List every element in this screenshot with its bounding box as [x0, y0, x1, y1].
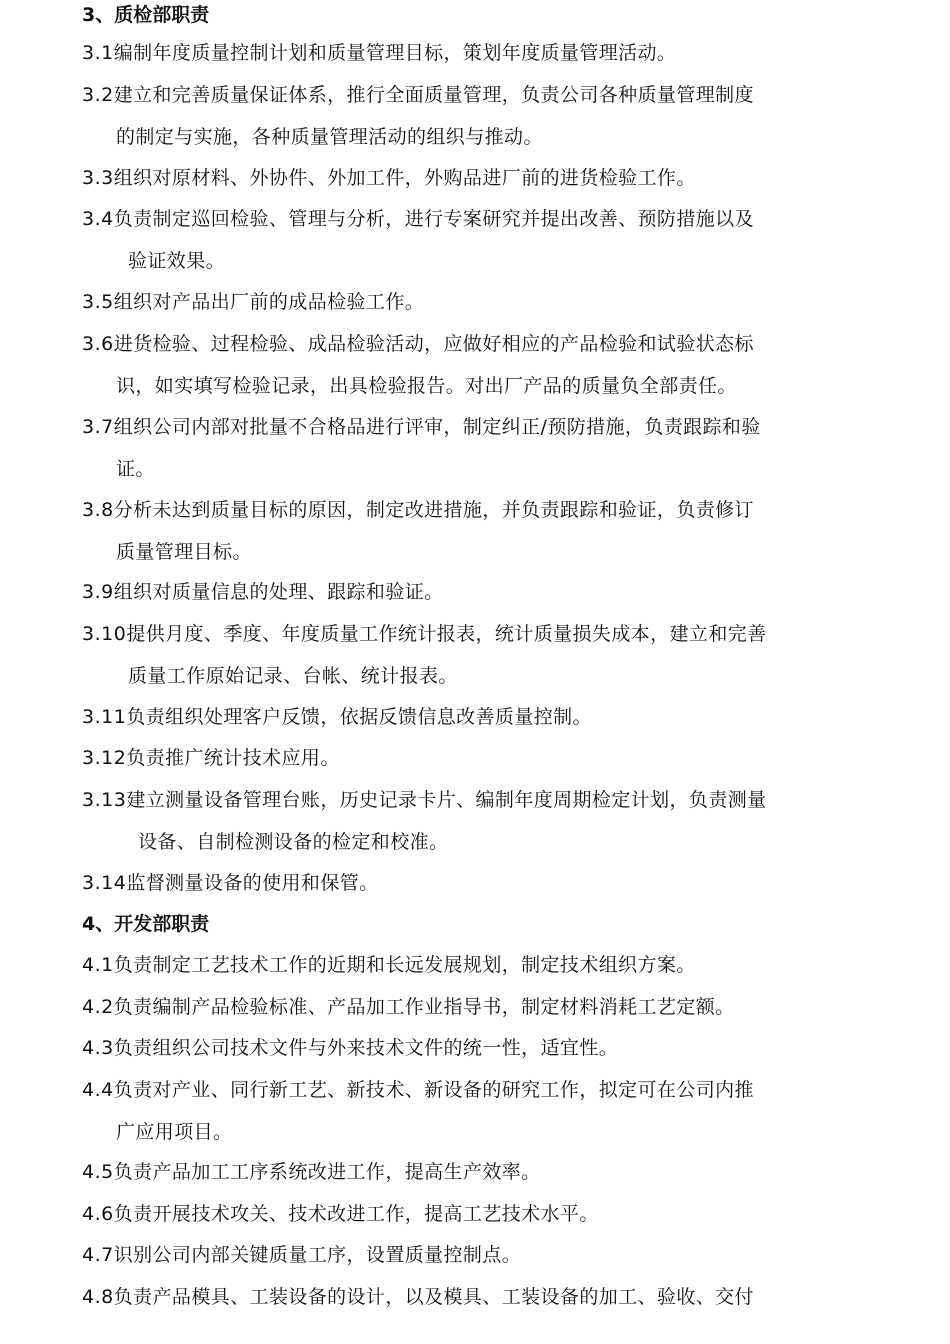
- list-item-3-10: [82, 614, 882, 697]
- item-number: 3.8: [82, 499, 114, 521]
- item-number: 3.7: [82, 416, 114, 438]
- item-text-continuation: 的制定与实施，各种质量管理活动的组织与推动。: [116, 125, 543, 148]
- list-item-3-5: [82, 282, 882, 324]
- item-text: 提供月度、季度、年度质量工作统计报表，统计质量损失成本，建立和完善: [126, 623, 767, 645]
- item-text: 组织对产品出厂前的成品检验工作。: [113, 291, 425, 313]
- list-item-3-7: [82, 407, 882, 490]
- item-text: 负责产品加工工序系统改进工作，提高生产效率。: [113, 1161, 541, 1183]
- list-item-3-8: [82, 490, 882, 573]
- item-number: 3.9: [82, 581, 114, 603]
- item-text: 负责对产业、同行新工艺、新技术、新设备的研究工作，拟定可在公司内推: [113, 1079, 754, 1101]
- list-item-4-5: [82, 1152, 882, 1194]
- item-text: 建立测量设备管理台账，历史记录卡片、编制年度周期检定计划，负责测量: [126, 789, 767, 811]
- item-number: 4.3: [82, 1037, 114, 1059]
- item-text: 建立和完善质量保证体系，推行全面质量管理，负责公司各种质量管理制度: [113, 84, 754, 106]
- item-number: 3.2: [82, 84, 114, 106]
- item-number: 3.4: [82, 208, 114, 230]
- item-number: 4.1: [82, 954, 114, 976]
- list-item-3-4: [82, 199, 882, 282]
- section-4-heading: 4、开发部职责: [82, 913, 210, 935]
- item-text-continuation: 验证效果。: [128, 249, 226, 272]
- item-number: 4.7: [82, 1244, 114, 1266]
- list-item-4-4: [82, 1070, 882, 1153]
- list-item-3-13: [82, 780, 882, 863]
- item-text-continuation: 广应用项目。: [116, 1120, 233, 1143]
- item-text: 负责编制产品检验标准、产品加工作业指导书，制定材料消耗工艺定额。: [113, 996, 735, 1018]
- item-text-continuation: 设备、自制检测设备的检定和校准。: [138, 830, 449, 853]
- list-item-3-11: [82, 697, 882, 739]
- item-text-continuation: 质量工作原始记录、台帐、统计报表。: [128, 664, 458, 687]
- item-number: 3.12: [82, 747, 127, 769]
- item-number: 4.4: [82, 1079, 114, 1101]
- list-item-4-1: [82, 945, 882, 987]
- item-text: 负责制定工艺技术工作的近期和长远发展规划，制定技术组织方案。: [113, 954, 696, 976]
- item-text: 组织对原材料、外协件、外加工件，外购品进厂前的进货检验工作。: [113, 167, 696, 189]
- item-number: 4.6: [82, 1203, 114, 1225]
- item-text: 负责组织处理客户反馈，依据反馈信息改善质量控制。: [126, 706, 592, 728]
- item-text: 分析未达到质量目标的原因，制定改进措施，并负责跟踪和验证，负责修订: [113, 499, 754, 521]
- list-item-4-6: [82, 1194, 882, 1236]
- list-item-3-3: [82, 158, 882, 200]
- item-text: 监督测量设备的使用和保管。: [126, 872, 379, 894]
- item-text: 识别公司内部关键质量工序，设置质量控制点。: [113, 1244, 522, 1266]
- list-item-3-14: [82, 863, 882, 905]
- list-item-4-8: [82, 1277, 882, 1319]
- list-item-4-2: [82, 987, 882, 1029]
- item-text: 组织对质量信息的处理、跟踪和验证。: [113, 581, 444, 603]
- item-text: 负责推广统计技术应用。: [126, 747, 340, 769]
- item-number: 3.1: [82, 42, 114, 64]
- item-text: 组织公司内部对批量不合格品进行评审，制定纠正/预防措施，负责跟踪和验: [113, 416, 761, 438]
- list-item-4-3: [82, 1028, 882, 1070]
- item-number: 4.2: [82, 996, 114, 1018]
- item-number: 3.3: [82, 167, 114, 189]
- item-text: 编制年度质量控制计划和质量管理目标，策划年度质量管理活动。: [113, 42, 677, 64]
- item-text-continuation: 质量管理目标。: [116, 540, 252, 563]
- item-number: 3.10: [82, 623, 127, 645]
- item-number: 3.5: [82, 291, 114, 313]
- item-text: 负责产品模具、工装设备的设计，以及模具、工装设备的加工、验收、交付: [113, 1286, 754, 1308]
- item-number: 3.11: [82, 706, 127, 728]
- item-text-continuation: 识，如实填写检验记录，出具检验报告。对出厂产品的质量负全部责任。: [116, 374, 737, 397]
- list-item-3-9: [82, 572, 882, 614]
- item-number: 4.5: [82, 1161, 114, 1183]
- section-3-heading: 3、质检部职责: [82, 4, 210, 26]
- list-item-4-7: [82, 1235, 882, 1277]
- item-number: 3.14: [82, 872, 127, 894]
- item-text: 负责组织公司技术文件与外来技术文件的统一性，适宜性。: [113, 1037, 619, 1059]
- item-text: 进货检验、过程检验、成品检验活动，应做好相应的产品检验和试验状态标: [113, 333, 754, 355]
- item-text-continuation: 证。: [116, 457, 155, 480]
- list-item-3-6: [82, 324, 882, 407]
- item-text: 负责开展技术攻关、技术改进工作，提高工艺技术水平。: [113, 1203, 599, 1225]
- item-number: 4.8: [82, 1286, 114, 1308]
- item-number: 3.6: [82, 333, 114, 355]
- item-number: 3.13: [82, 789, 127, 811]
- list-item-3-2: [82, 75, 882, 158]
- item-text: 负责制定巡回检验、管理与分析，进行专案研究并提出改善、预防措施以及: [113, 208, 754, 230]
- list-item-3-12: [82, 738, 882, 780]
- list-item-3-1: [82, 33, 882, 75]
